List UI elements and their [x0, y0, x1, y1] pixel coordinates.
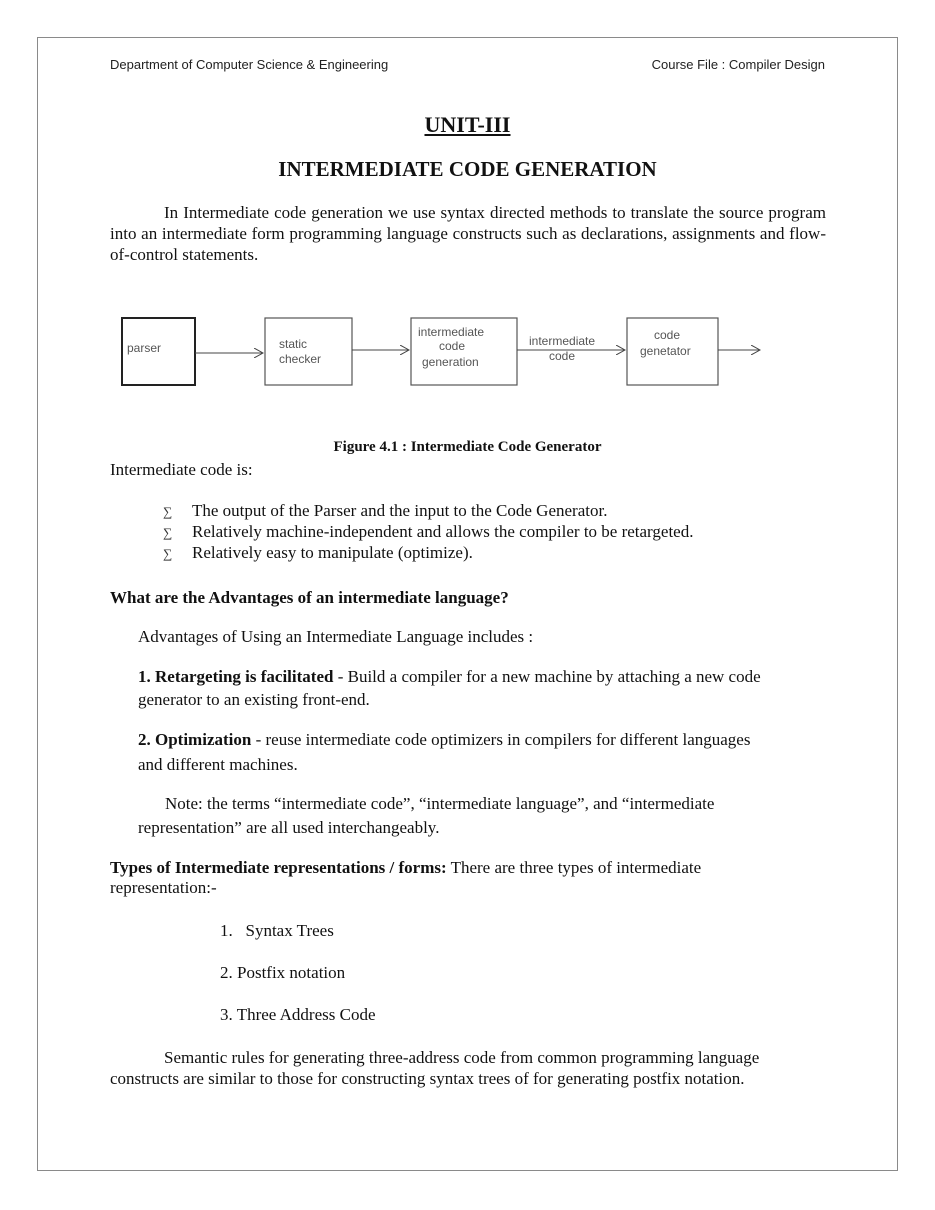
icg-line2: code [439, 339, 466, 353]
parser-label: parser [127, 341, 162, 355]
unit-title: UNIT-III [424, 112, 511, 137]
advantages-question: What are the Advantages of an intermediate language? [110, 588, 509, 607]
icg-line3: generation [422, 355, 479, 369]
advantage-1-title: 1. Retargeting is facilitated [138, 667, 334, 686]
advantage-2 [138, 729, 750, 750]
static-checker-line2: checker [279, 352, 322, 366]
bullet-item: Relatively easy to manipulate (optimize). [192, 543, 473, 562]
icg-line1: intermediate [418, 325, 485, 339]
bullet-icon: ∑ [163, 546, 173, 561]
code-generator-line2: genetator [640, 344, 691, 358]
advantage-2-title: 2. Optimization [138, 730, 252, 749]
header-course-file: Course File : Compiler Design [651, 57, 825, 72]
types-heading [110, 857, 701, 878]
types-list-item: 1. Syntax Trees [220, 921, 334, 940]
arrow-label-line1: intermediate [529, 334, 596, 348]
advantages-intro: Advantages of Using an Intermediate Language includes : [138, 627, 534, 646]
code-generator-line1: code [654, 328, 681, 342]
bullet-icon: ∑ [163, 525, 173, 540]
compiler-flow-diagram [115, 310, 775, 400]
advantage-2-text: - reuse intermediate code optimizers in compilers for different languages [251, 730, 751, 749]
bullet-item: The output of the Parser and the input to the Code Generator. [192, 501, 608, 520]
types-text: There are three types of intermediate [446, 858, 702, 877]
types-list-item: 3. Three Address Code [220, 1005, 376, 1024]
static-checker-line1: static [279, 337, 308, 351]
note-line1: Note: the terms “intermediate code”, “intermediate language”, and “intermediate [165, 794, 715, 813]
bullet-icon: ∑ [163, 504, 173, 519]
header-department: Department of Computer Science & Engineering [110, 57, 389, 72]
bullet-item: Relatively machine-independent and allows the compiler to be retargeted. [192, 522, 694, 541]
advantage-2-line2: and different machines. [138, 755, 298, 774]
advantage-1-line2: generator to an existing front-end. [138, 690, 370, 709]
advantage-1 [138, 666, 761, 687]
intermediate-code-is-label: Intermediate code is: [110, 460, 253, 479]
arrow-label-line2: code [549, 349, 576, 363]
advantage-1-text: - Build a compiler for a new machine by attaching a new code [333, 667, 761, 686]
note-line2: representation” are all used interchangeably. [138, 818, 440, 837]
figure-caption: Figure 4.1 : Intermediate Code Generator [333, 439, 602, 455]
chapter-title: INTERMEDIATE CODE GENERATION [278, 157, 657, 181]
types-line2: representation:- [110, 878, 217, 897]
intro-paragraph: In Intermediate code generation we use syntax directed methods to translate the source program into an intermediate form programming language constructs such as declarations, assignments and flow-of-control statements. [110, 203, 826, 264]
types-title: Types of Intermediate representations / forms: [110, 858, 447, 877]
types-list-item: 2. Postfix notation [220, 963, 346, 982]
semantic-rules-paragraph: Semantic rules for generating three-address code from common programming language constructs are similar to those for constructing syntax trees of for generating postfix notation. [110, 1048, 760, 1088]
